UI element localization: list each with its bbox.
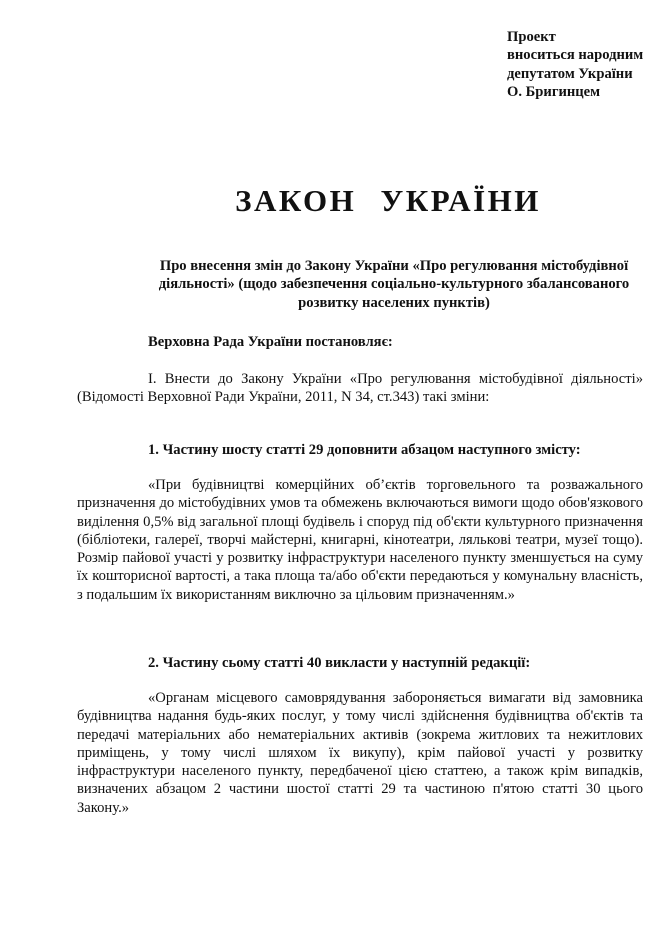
document-title: ЗАКОН УКРАЇНИ	[235, 183, 541, 218]
item-2-text: «Органам місцевого самоврядування забороняється вимагати від замовника будівництва надання будь-яких послуг, у тому числі здійснення будівництва об'єктів та передачі матеріальних або нематеріальних активів (зокрема житлових та нежитлових приміщень, у тому числі шляхом їх викупу), крім пайової участі у розвитку інфраструктури населеного пункту, передбаченої цією статтею, а також крім випадків, визначених абзацом 2 частини шостої статті 29 та частиною п'ятою статті 30 цього Закону.»	[77, 690, 643, 816]
item-1-text: «При будівництві комерційних об’єктів торговельного та розважального призначення до містобудівних умов та обмежень включаються вимоги щодо обов'язкового виділення 0,5% від загальної площі будівель і споруд під об'єкти культурного призначення (бібліотеки, галереї, творчі майстерні, книгарні, кінотеатри, лялькові театри, музеї тощо). Розмір пайової участі у розвитку інфраструктури населеного пункту зменшується на суму їх кошторисної вартості, а така площа та/або об'єкти передаються у комунальну власність, з подальшим їх використанням виключно за цільовим призначенням.»	[77, 477, 643, 603]
section-1-intro: І. Внести до Закону України «Про регулювання містобудівної діяльності» (Відомості Верховної Ради України, 2011, N 34, ст.343) такі зміни:	[77, 371, 643, 406]
project-line: вноситься народним	[507, 47, 644, 64]
project-line: Проект	[507, 29, 556, 45]
document-subtitle: Про внесення змін до Закону України «Про регулювання містобудівної діяльності» (щодо забезпечення соціально-культурного збалансованого розвитку населених пунктів)	[158, 258, 630, 311]
item-2-heading: 2. Частину сьому статті 40 викласти у наступній редакції:	[148, 655, 531, 671]
preamble: Верховна Рада України постановляє:	[148, 334, 393, 350]
item-1-heading: 1. Частину шосту статті 29 доповнити абзацом наступного змісту:	[148, 442, 581, 458]
project-line: О. Бригинцем	[507, 83, 601, 100]
project-line: депутатом України	[507, 65, 633, 82]
project-note	[507, 28, 643, 101]
